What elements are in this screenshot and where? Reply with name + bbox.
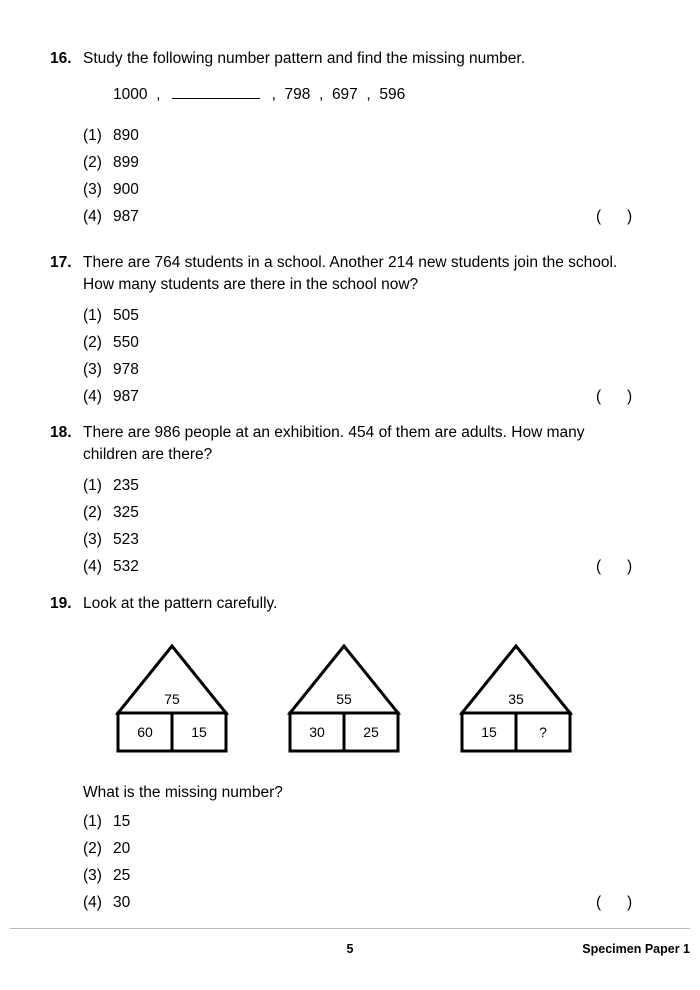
option-label: (3) (83, 531, 102, 548)
question-17-options (83, 302, 650, 410)
answer-bracket[interactable]: ( ) (596, 558, 633, 575)
pattern-blank-answer-line[interactable] (172, 87, 260, 99)
option-value: 978 (113, 361, 139, 378)
option-label: (2) (83, 154, 102, 171)
option-value: 900 (113, 181, 139, 198)
question-16-header (50, 48, 650, 70)
figure-3-svg (456, 638, 581, 760)
question-18-header (50, 422, 650, 466)
figure-1-right-cell-value: 15 (191, 724, 207, 740)
option-row[interactable] (83, 356, 650, 383)
footer-paper-label: Specimen Paper 1 (582, 942, 690, 956)
question-19-sub-prompt: What is the missing number? (83, 784, 283, 801)
number-pattern-line (113, 84, 650, 106)
option-row[interactable] (83, 122, 650, 149)
footer-divider (10, 928, 690, 929)
option-row[interactable] (83, 383, 650, 410)
option-label: (4) (83, 388, 102, 405)
option-label: (2) (83, 504, 102, 521)
option-row[interactable] (83, 302, 650, 329)
question-16 (50, 48, 650, 230)
option-label: (1) (83, 477, 102, 494)
option-value: 523 (113, 531, 139, 548)
question-18-options (83, 472, 650, 580)
figure-1-top-value: 75 (164, 691, 180, 707)
option-value: 325 (113, 504, 139, 521)
option-value: 15 (113, 813, 131, 830)
option-row[interactable] (83, 176, 650, 203)
pattern-figure-2 (284, 638, 409, 760)
page-footer (10, 938, 690, 960)
option-row[interactable] (83, 862, 650, 889)
footer-page-number: 5 (346, 942, 354, 956)
option-row[interactable] (83, 553, 650, 580)
option-value: 25 (113, 867, 131, 884)
option-value: 235 (113, 477, 139, 494)
question-19-tail (50, 782, 650, 916)
option-value: 550 (113, 334, 139, 351)
pattern-suffix: , 798 , 697 , 596 (263, 86, 406, 103)
option-label: (2) (83, 334, 102, 351)
option-row[interactable] (83, 329, 650, 356)
question-19-header (50, 593, 650, 615)
option-label: (2) (83, 840, 102, 857)
pattern-figure-3 (456, 638, 581, 760)
option-label: (1) (83, 813, 102, 830)
question-16-text: Study the following number pattern and find the missing number. (83, 50, 526, 67)
option-row[interactable] (83, 499, 650, 526)
question-17 (50, 252, 650, 410)
question-18-text: There are 986 people at an exhibition. 454 of them are adults. How many children are there? (83, 424, 585, 463)
figure-2-left-cell-value: 30 (309, 724, 325, 740)
option-row[interactable] (83, 808, 650, 835)
option-row[interactable] (83, 889, 650, 916)
figure-2-top-value: 55 (336, 691, 352, 707)
question-17-header (50, 252, 650, 296)
option-value: 532 (113, 558, 139, 575)
option-row[interactable] (83, 835, 650, 862)
option-value: 20 (113, 840, 131, 857)
option-label: (1) (83, 127, 102, 144)
question-19-number: 19. (50, 595, 72, 612)
question-18 (50, 422, 650, 580)
option-row[interactable] (83, 472, 650, 499)
question-18-number: 18. (50, 424, 72, 441)
answer-bracket[interactable]: ( ) (596, 208, 633, 225)
figure-3-missing-value: ? (539, 724, 547, 740)
option-row[interactable] (83, 203, 650, 230)
figure-1-left-cell-value: 60 (137, 724, 153, 740)
pattern-figures-group (50, 638, 650, 760)
pattern-prefix: 1000 , (113, 86, 170, 103)
option-row[interactable] (83, 149, 650, 176)
figure-1-svg (112, 638, 237, 760)
option-value: 30 (113, 894, 131, 911)
answer-bracket[interactable]: ( ) (596, 388, 633, 405)
option-label: (3) (83, 867, 102, 884)
option-value: 505 (113, 307, 139, 324)
option-value: 899 (113, 154, 139, 171)
question-17-text: There are 764 students in a school. Another 214 new students join the school. How many students are there in the school now? (83, 254, 618, 293)
pattern-figure-1 (112, 638, 237, 760)
option-label: (3) (83, 181, 102, 198)
answer-bracket[interactable]: ( ) (596, 894, 633, 911)
option-label: (1) (83, 307, 102, 324)
figure-2-right-cell-value: 25 (363, 724, 379, 740)
option-label: (4) (83, 558, 102, 575)
figure-2-svg (284, 638, 409, 760)
option-value: 890 (113, 127, 139, 144)
figure-3-top-value: 35 (508, 691, 524, 707)
question-19-options (83, 808, 650, 916)
option-label: (3) (83, 361, 102, 378)
question-16-options (83, 122, 650, 230)
option-value: 987 (113, 388, 139, 405)
option-label: (4) (83, 208, 102, 225)
question-17-number: 17. (50, 254, 72, 271)
question-16-number: 16. (50, 50, 72, 67)
option-label: (4) (83, 894, 102, 911)
question-19 (50, 593, 650, 615)
option-row[interactable] (83, 526, 650, 553)
option-value: 987 (113, 208, 139, 225)
question-19-text: Look at the pattern carefully. (83, 595, 278, 612)
figure-3-left-cell-value: 15 (481, 724, 497, 740)
